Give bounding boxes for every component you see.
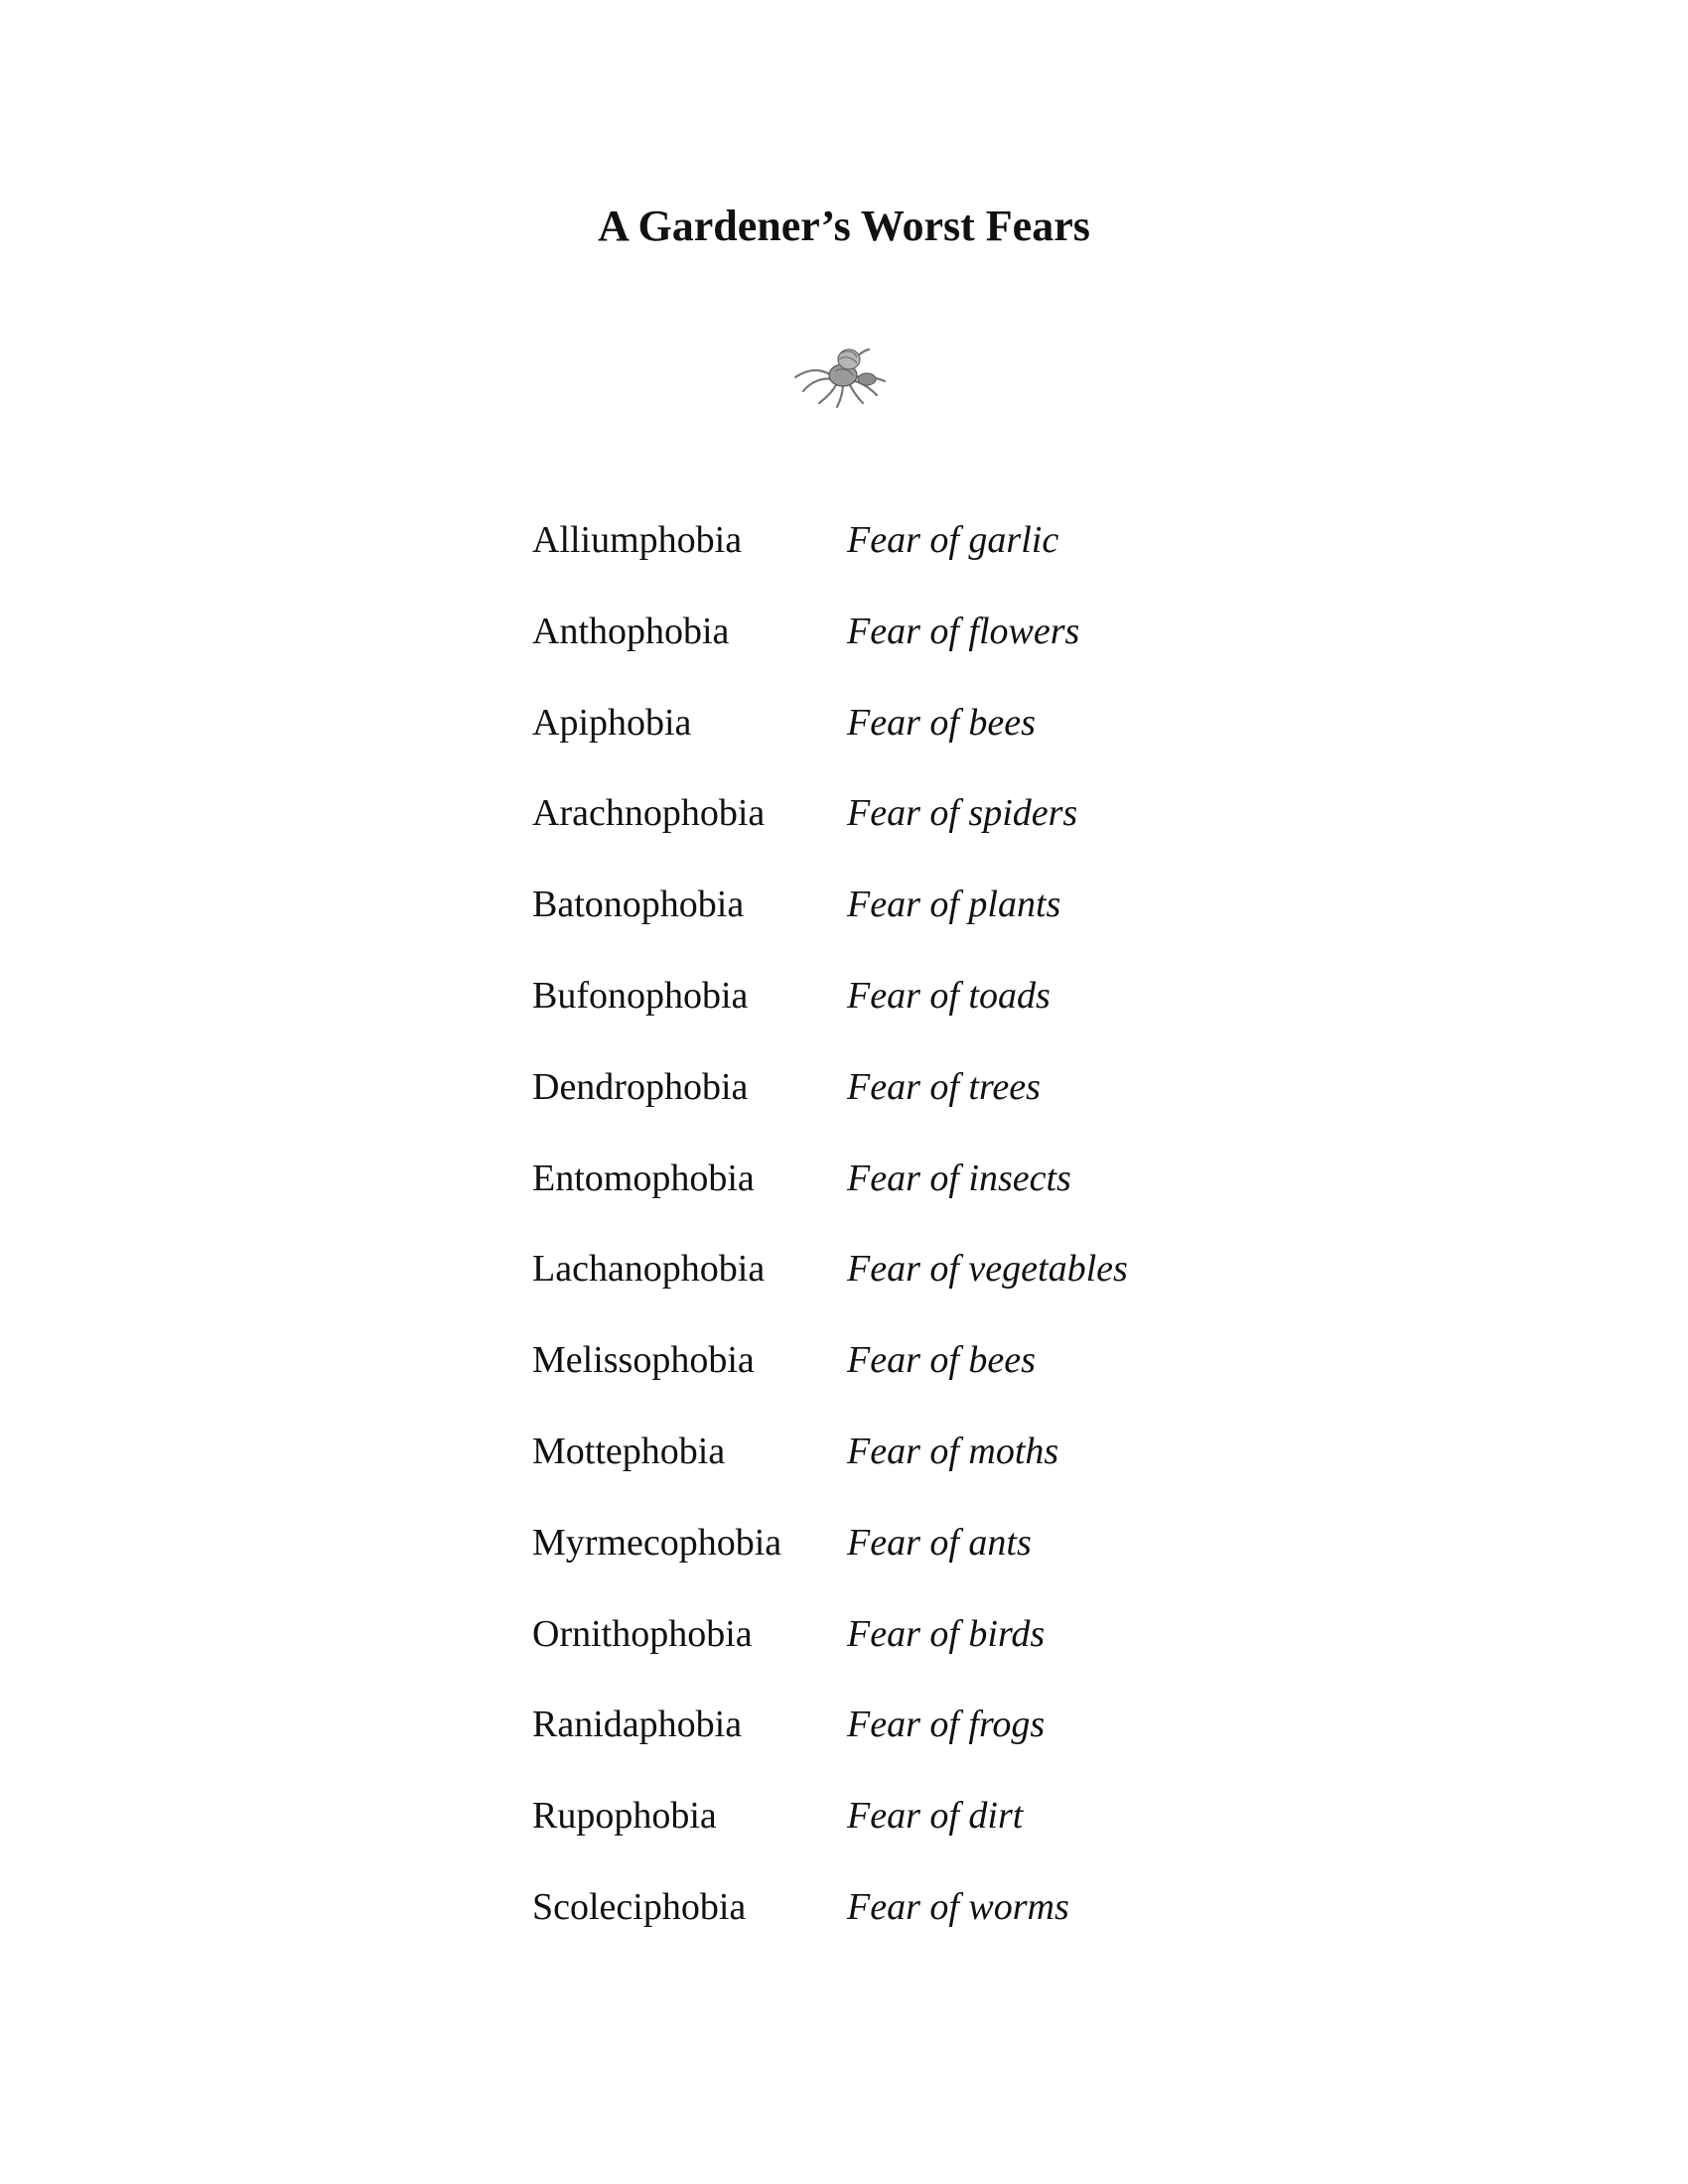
phobia-meaning: Fear of frogs — [847, 1704, 1046, 1746]
phobia-name: Arachnophobia — [532, 792, 766, 835]
list-item — [532, 600, 1247, 691]
list-item — [532, 508, 1247, 600]
phobia-meaning: Fear of birds — [847, 1612, 1046, 1655]
list-item — [532, 1511, 1247, 1602]
phobia-name: Scoleciphobia — [532, 1885, 747, 1928]
list-item — [532, 1328, 1247, 1420]
list-item — [532, 1420, 1247, 1511]
list-item — [532, 691, 1247, 782]
phobia-meaning: Fear of insects — [847, 1157, 1071, 1199]
list-item — [532, 1784, 1247, 1875]
spider-icon — [789, 338, 889, 413]
phobia-name: Myrmecophobia — [532, 1521, 782, 1564]
phobia-meaning: Fear of garlic — [847, 519, 1059, 561]
phobia-meaning: Fear of dirt — [847, 1795, 1024, 1838]
phobia-name: Melissophobia — [532, 1339, 755, 1382]
phobia-name: Ornithophobia — [532, 1612, 753, 1655]
phobia-meaning: Fear of plants — [847, 884, 1061, 926]
phobia-meaning: Fear of worms — [847, 1885, 1069, 1928]
list-item — [532, 1875, 1247, 1967]
phobia-name: Rupophobia — [532, 1795, 717, 1838]
list-item — [532, 964, 1247, 1055]
phobia-meaning: Fear of toads — [847, 974, 1051, 1017]
list-item — [532, 1147, 1247, 1238]
phobia-meaning: Fear of moths — [847, 1430, 1059, 1472]
phobia-meaning: Fear of bees — [847, 701, 1036, 744]
phobia-name: Bufonophobia — [532, 974, 749, 1017]
phobia-name: Alliumphobia — [532, 519, 743, 561]
phobia-name: Entomophobia — [532, 1157, 755, 1199]
phobia-name: Anthophobia — [532, 610, 730, 652]
list-item — [532, 1602, 1247, 1694]
phobia-meaning: Fear of vegetables — [847, 1248, 1128, 1291]
list-item — [532, 1055, 1247, 1147]
phobia-name: Mottephobia — [532, 1430, 726, 1472]
list-item — [532, 873, 1247, 964]
phobia-list — [532, 508, 1247, 1967]
phobia-name: Batonophobia — [532, 884, 745, 926]
phobia-meaning: Fear of trees — [847, 1065, 1041, 1108]
phobia-name: Apiphobia — [532, 701, 692, 744]
list-item — [532, 781, 1247, 873]
phobia-meaning: Fear of flowers — [847, 610, 1080, 652]
page-title: A Gardener’s Worst Fears — [598, 202, 1090, 250]
list-item — [532, 1237, 1247, 1328]
list-item — [532, 1693, 1247, 1784]
phobia-name: Ranidaphobia — [532, 1704, 743, 1746]
phobia-name: Lachanophobia — [532, 1248, 766, 1291]
phobia-meaning: Fear of spiders — [847, 792, 1078, 835]
phobia-name: Dendrophobia — [532, 1065, 749, 1108]
phobia-meaning: Fear of ants — [847, 1521, 1032, 1564]
phobia-meaning: Fear of bees — [847, 1339, 1036, 1382]
